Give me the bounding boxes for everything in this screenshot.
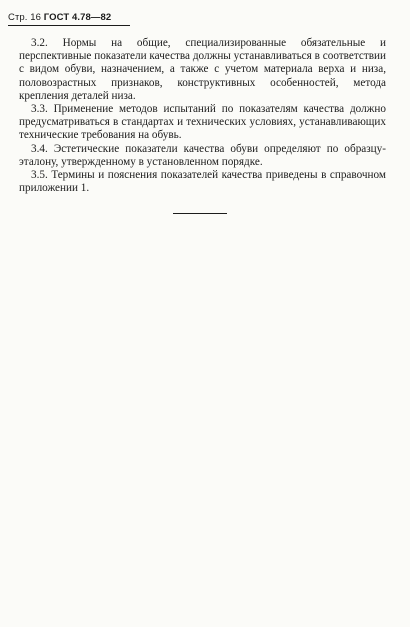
paragraph-3-5: 3.5. Термины и пояснения показателей качества приведены в справочном приложении 1.	[19, 169, 386, 195]
page-header	[8, 12, 130, 26]
end-rule-divider	[173, 213, 227, 214]
page-number: Стр. 16	[8, 12, 42, 23]
document-body	[19, 37, 386, 195]
standard-designation: ГОСТ 4.78—82	[43, 12, 112, 23]
paragraph-3-4: 3.4. Эстетические показатели качества обуви определяют по образцу-эталону, утвержденному в установленном порядке.	[19, 142, 386, 168]
paragraph-3-3: 3.3. Применение методов испытаний по показателям качества должно предусматриваться в стандартах и технических условиях, устанавливающих технические требования на обувь.	[19, 103, 386, 142]
paragraph-3-2: 3.2. Нормы на общие, специализированные обязательные и перспективные показатели качества должны устанавливаться в соответствии с видом обуви, назначением, а также с учетом материала верха и низа, половозрастных признаков, конструктивных особенностей, метода крепления деталей низа.	[19, 37, 386, 102]
